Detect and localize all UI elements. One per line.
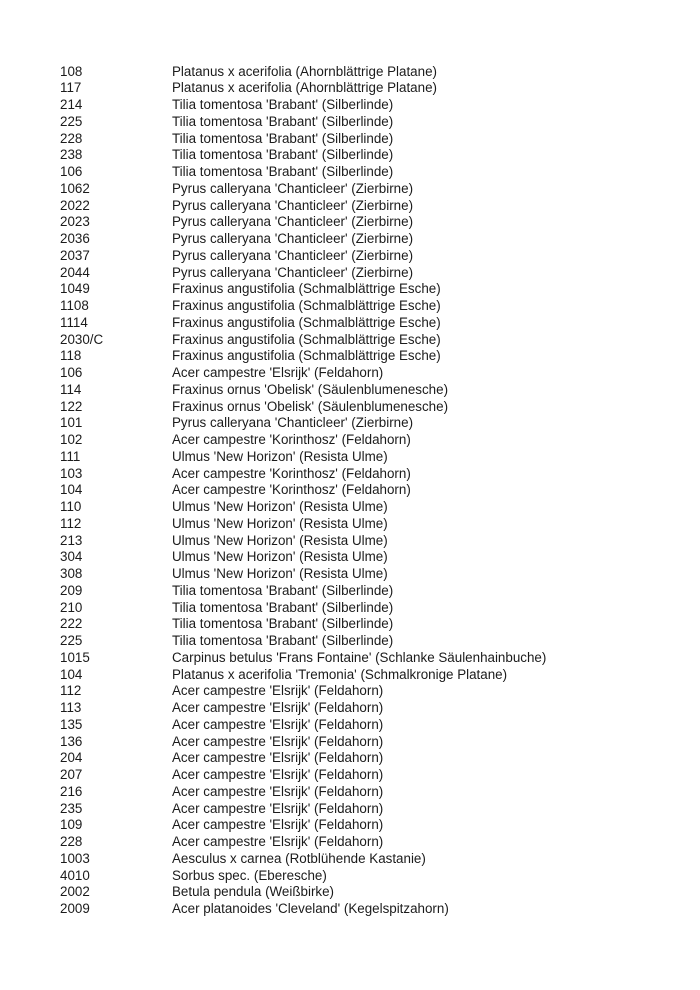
tree-id-cell: 2009	[60, 901, 90, 917]
tree-species-cell: Fraxinus angustifolia (Schmalblättrige Esche)	[172, 314, 441, 330]
table-row	[60, 131, 680, 148]
tree-species-cell: Pyrus calleryana 'Chanticleer' (Zierbirne)	[172, 197, 414, 213]
tree-id-cell: 228	[60, 130, 83, 146]
tree-species-cell: Acer campestre 'Korinthosz' (Feldahorn)	[172, 482, 411, 498]
tree-species-cell: Acer campestre 'Elsrijk' (Feldahorn)	[172, 733, 384, 749]
tree-id-cell: 106	[60, 365, 83, 381]
tree-species-cell: Pyrus calleryana 'Chanticleer' (Zierbirne)	[172, 264, 414, 280]
tree-id-cell: 207	[60, 767, 83, 783]
tree-id-cell: 122	[60, 398, 83, 414]
tree-species-cell: Acer campestre 'Korinthosz' (Feldahorn)	[172, 432, 411, 448]
table-row	[60, 348, 680, 365]
table-row	[60, 198, 680, 215]
tree-id-cell: 1114	[60, 314, 88, 330]
table-row	[60, 884, 680, 901]
tree-id-cell: 214	[60, 97, 83, 113]
table-row	[60, 734, 680, 751]
tree-species-cell: Pyrus calleryana 'Chanticleer' (Zierbirne)	[172, 247, 414, 263]
tree-species-cell: Acer campestre 'Elsrijk' (Feldahorn)	[172, 716, 384, 732]
tree-species-cell: Tilia tomentosa 'Brabant' (Silberlinde)	[172, 130, 394, 146]
table-row	[60, 583, 680, 600]
tree-id-cell: 113	[60, 700, 82, 716]
tree-id-cell: 216	[60, 783, 83, 799]
table-row	[60, 566, 680, 583]
table-row	[60, 315, 680, 332]
tree-id-cell: 1108	[60, 298, 89, 314]
tree-species-cell: Platanus x acerifolia 'Tremonia' (Schmalkronige Platane)	[172, 666, 508, 682]
table-row	[60, 549, 680, 566]
table-row	[60, 851, 680, 868]
table-row	[60, 516, 680, 533]
table-row	[60, 750, 680, 767]
table-row	[60, 114, 680, 131]
tree-species-cell: Fraxinus angustifolia (Schmalblättrige Esche)	[172, 298, 441, 314]
tree-species-cell: Tilia tomentosa 'Brabant' (Silberlinde)	[172, 164, 394, 180]
tree-species-cell: Acer campestre 'Elsrijk' (Feldahorn)	[172, 800, 384, 816]
tree-id-cell: 111	[60, 448, 81, 464]
tree-id-cell: 2022	[60, 197, 90, 213]
tree-id-cell: 204	[60, 750, 83, 766]
table-row	[60, 533, 680, 550]
tree-id-cell: 4010	[60, 867, 90, 883]
table-row	[60, 650, 680, 667]
tree-id-cell: 117	[60, 80, 82, 96]
tree-species-cell: Acer campestre 'Elsrijk' (Feldahorn)	[172, 700, 384, 716]
table-row	[60, 80, 680, 97]
table-row	[60, 784, 680, 801]
tree-id-cell: 2036	[60, 231, 90, 247]
tree-species-cell: Acer campestre 'Elsrijk' (Feldahorn)	[172, 365, 384, 381]
tree-id-cell: 114	[60, 381, 82, 397]
tree-id-cell: 1015	[60, 649, 90, 665]
table-row	[60, 901, 680, 918]
table-row	[60, 834, 680, 851]
tree-id-cell: 209	[60, 582, 83, 598]
tree-id-cell: 112	[60, 683, 82, 699]
tree-species-cell: Acer campestre 'Elsrijk' (Feldahorn)	[172, 817, 384, 833]
tree-species-cell: Acer campestre 'Korinthosz' (Feldahorn)	[172, 465, 411, 481]
tree-id-cell: 2002	[60, 884, 90, 900]
tree-id-cell: 110	[60, 499, 82, 515]
tree-id-cell: 106	[60, 164, 83, 180]
table-row	[60, 164, 680, 181]
table-row	[60, 667, 680, 684]
table-row	[60, 248, 680, 265]
tree-species-cell: Fraxinus angustifolia (Schmalblättrige Esche)	[172, 281, 441, 297]
table-row	[60, 298, 680, 315]
tree-id-cell: 213	[60, 532, 83, 548]
tree-id-cell: 112	[60, 515, 82, 531]
tree-species-cell: Fraxinus angustifolia (Schmalblättrige Esche)	[172, 331, 441, 347]
table-row	[60, 214, 680, 231]
table-row	[60, 432, 680, 449]
tree-species-cell: Acer campestre 'Elsrijk' (Feldahorn)	[172, 783, 384, 799]
table-row	[60, 616, 680, 633]
tree-id-cell: 102	[60, 432, 83, 448]
table-row	[60, 817, 680, 834]
tree-id-cell: 308	[60, 566, 83, 582]
tree-species-cell: Pyrus calleryana 'Chanticleer' (Zierbirne)	[172, 231, 414, 247]
table-row	[60, 332, 680, 349]
table-row	[60, 181, 680, 198]
tree-id-cell: 1062	[60, 180, 90, 196]
tree-species-cell: Ulmus 'New Horizon' (Resista Ulme)	[172, 515, 388, 531]
tree-species-cell: Fraxinus ornus 'Obelisk' (Säulenblumenesche)	[172, 381, 449, 397]
tree-list	[60, 64, 680, 918]
tree-id-cell: 2030/C	[60, 331, 104, 347]
tree-species-cell: Ulmus 'New Horizon' (Resista Ulme)	[172, 549, 388, 565]
tree-species-cell: Ulmus 'New Horizon' (Resista Ulme)	[172, 532, 388, 548]
tree-id-cell: 118	[60, 348, 82, 364]
tree-id-cell: 210	[60, 599, 83, 615]
tree-id-cell: 225	[60, 633, 83, 649]
tree-species-cell: Tilia tomentosa 'Brabant' (Silberlinde)	[172, 147, 394, 163]
table-row	[60, 801, 680, 818]
tree-id-cell: 304	[60, 549, 83, 565]
tree-species-cell: Ulmus 'New Horizon' (Resista Ulme)	[172, 499, 388, 515]
tree-species-cell: Acer campestre 'Elsrijk' (Feldahorn)	[172, 834, 384, 850]
tree-species-cell: Betula pendula (Weißbirke)	[172, 884, 335, 900]
tree-species-cell: Tilia tomentosa 'Brabant' (Silberlinde)	[172, 582, 394, 598]
tree-id-cell: 103	[60, 465, 83, 481]
tree-species-cell: Fraxinus ornus 'Obelisk' (Säulenblumenesche)	[172, 398, 449, 414]
table-row	[60, 382, 680, 399]
table-row	[60, 482, 680, 499]
tree-id-cell: 222	[60, 616, 83, 632]
table-row	[60, 600, 680, 617]
table-row	[60, 415, 680, 432]
table-row	[60, 64, 680, 81]
table-row	[60, 767, 680, 784]
table-row	[60, 683, 680, 700]
table-row	[60, 265, 680, 282]
tree-species-cell: Acer platanoides 'Cleveland' (Kegelspitzahorn)	[172, 901, 449, 917]
table-row	[60, 147, 680, 164]
tree-species-cell: Carpinus betulus 'Frans Fontaine' (Schlanke Säulenhainbuche)	[172, 649, 547, 665]
tree-id-cell: 235	[60, 800, 83, 816]
tree-id-cell: 2037	[60, 247, 90, 263]
tree-species-cell: Acer campestre 'Elsrijk' (Feldahorn)	[172, 767, 384, 783]
tree-id-cell: 238	[60, 147, 83, 163]
tree-species-cell: Tilia tomentosa 'Brabant' (Silberlinde)	[172, 633, 394, 649]
tree-id-cell: 135	[60, 716, 83, 732]
tree-id-cell: 104	[60, 666, 83, 682]
table-row	[60, 97, 680, 114]
tree-species-cell: Pyrus calleryana 'Chanticleer' (Zierbirne)	[172, 214, 414, 230]
tree-species-cell: Aesculus x carnea (Rotblühende Kastanie)	[172, 850, 426, 866]
tree-id-cell: 225	[60, 113, 83, 129]
tree-species-cell: Platanus x acerifolia (Ahornblättrige Platane)	[172, 63, 437, 79]
tree-species-cell: Ulmus 'New Horizon' (Resista Ulme)	[172, 448, 388, 464]
table-row	[60, 365, 680, 382]
tree-id-cell: 101	[60, 415, 83, 431]
table-row	[60, 717, 680, 734]
tree-id-cell: 1003	[60, 850, 90, 866]
table-row	[60, 499, 680, 516]
table-row	[60, 449, 680, 466]
table-row	[60, 466, 680, 483]
tree-id-cell: 136	[60, 733, 83, 749]
table-row	[60, 868, 680, 885]
tree-species-cell: Acer campestre 'Elsrijk' (Feldahorn)	[172, 683, 384, 699]
tree-species-cell: Acer campestre 'Elsrijk' (Feldahorn)	[172, 750, 384, 766]
tree-species-cell: Tilia tomentosa 'Brabant' (Silberlinde)	[172, 113, 394, 129]
tree-species-cell: Platanus x acerifolia (Ahornblättrige Platane)	[172, 80, 437, 96]
tree-id-cell: 109	[60, 817, 83, 833]
tree-species-cell: Tilia tomentosa 'Brabant' (Silberlinde)	[172, 599, 394, 615]
tree-id-cell: 2023	[60, 214, 90, 230]
tree-id-cell: 108	[60, 63, 83, 79]
tree-species-cell: Pyrus calleryana 'Chanticleer' (Zierbirne)	[172, 180, 414, 196]
tree-species-cell: Tilia tomentosa 'Brabant' (Silberlinde)	[172, 97, 394, 113]
tree-id-cell: 228	[60, 834, 83, 850]
table-row	[60, 700, 680, 717]
tree-id-cell: 104	[60, 482, 83, 498]
table-row	[60, 281, 680, 298]
tree-species-cell: Sorbus spec. (Eberesche)	[172, 867, 327, 883]
tree-id-cell: 2044	[60, 264, 90, 280]
table-row	[60, 399, 680, 416]
tree-species-cell: Ulmus 'New Horizon' (Resista Ulme)	[172, 566, 388, 582]
tree-species-cell: Pyrus calleryana 'Chanticleer' (Zierbirne)	[172, 415, 414, 431]
tree-id-cell: 1049	[60, 281, 90, 297]
tree-species-cell: Tilia tomentosa 'Brabant' (Silberlinde)	[172, 616, 394, 632]
tree-species-cell: Fraxinus angustifolia (Schmalblättrige Esche)	[172, 348, 441, 364]
table-row	[60, 231, 680, 248]
table-row	[60, 633, 680, 650]
